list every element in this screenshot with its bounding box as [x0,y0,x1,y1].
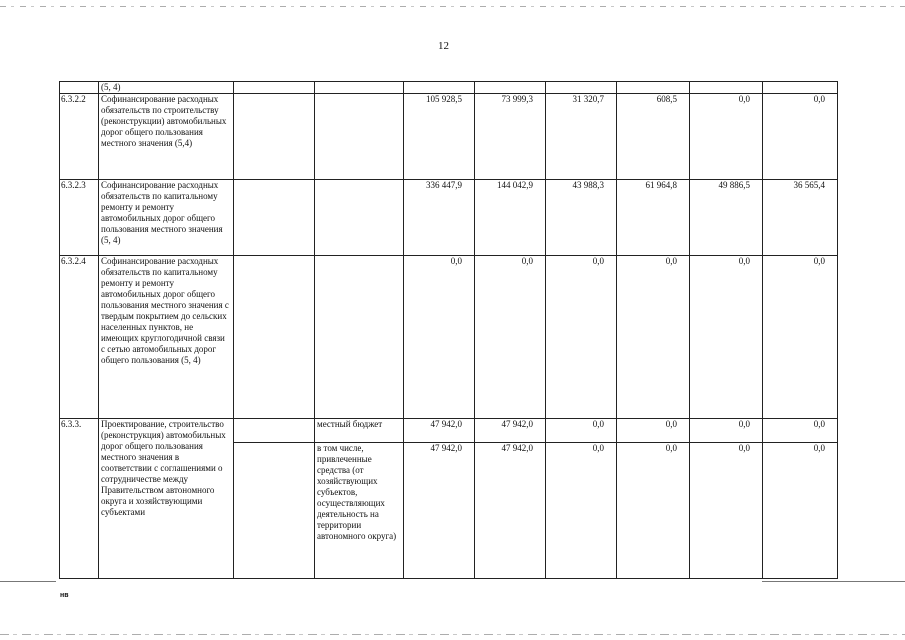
page-number: 12 [438,40,449,52]
scan-edge-top [0,6,905,7]
row-source: в том числе, привлеченные средства (от хозяйствующих субъектов, осуществляющих деятельность на территории автономного округа) [315,443,404,579]
row-name: Проектирование, строительство (реконструкция) автомобильных дорог общего пользования местного значения в соответствии с соглашениями о сотрудничестве между Правительством автономного округа и хозяйствующими субъектами [99,419,234,579]
row-name: Софинансирование расходных обязательств по строительству (реконструкции) автомобильных дорог общего пользования местного значения (5,4) [99,94,234,180]
row-value-5: 0,0 [690,419,763,443]
scan-edge-bottom [0,634,905,635]
row-value-6: 0,0 [763,419,838,443]
row-value-1: 336 447,9 [404,180,475,256]
row-value-4: 608,5 [617,94,690,180]
row-code: 6.3.2.4 [60,256,99,419]
row-source [315,256,404,419]
row-value-2: 144 042,9 [475,180,546,256]
table-row [60,256,838,419]
row-code: 6.3.2.3 [60,180,99,256]
row-source [315,82,404,94]
table-row [60,419,838,443]
row-value-2: 73 999,3 [475,94,546,180]
row-value-1 [404,82,475,94]
table-row [60,180,838,256]
row-value-3: 43 988,3 [546,180,617,256]
scan-dash-left [0,581,56,582]
row-code: 6.3.3. [60,419,99,579]
table-row [60,82,838,94]
row-col3 [234,180,315,256]
row-value-6 [763,82,838,94]
row-value-4 [617,82,690,94]
row-col3 [234,443,315,579]
row-value-4: 61 964,8 [617,180,690,256]
table-row [60,94,838,180]
footer-mark: нв [60,592,69,599]
row-col3 [234,82,315,94]
row-value-6: 36 565,4 [763,180,838,256]
row-col3 [234,256,315,419]
row-value-1: 0,0 [404,256,475,419]
row-value-3 [546,82,617,94]
row-value-5: 0,0 [690,94,763,180]
row-col3 [234,419,315,443]
row-value-6: 0,0 [763,256,838,419]
row-name: Софинансирование расходных обязательств по капитальному ремонту и ремонту автомобильных дорог общего пользования местного значения (5, 4) [99,180,234,256]
row-value-1: 105 928,5 [404,94,475,180]
row-value-3: 0,0 [546,256,617,419]
row-value-5: 0,0 [690,256,763,419]
row-name: (5, 4) [99,82,234,94]
row-value-2: 0,0 [475,256,546,419]
row-value-2: 47 942,0 [475,419,546,443]
row-name: Софинансирование расходных обязательств по капитальному ремонту и ремонту автомобильных дорог общего пользования местного значения с твердым покрытием до сельских населенных пунктов, не имеющих круглогодичной связи с сетью автомобильных дорог общего пользования (5, 4) [99,256,234,419]
row-value-2 [475,82,546,94]
row-value-4: 0,0 [617,443,690,579]
row-value-3: 0,0 [546,443,617,579]
row-col3 [234,94,315,180]
row-value-5: 0,0 [690,443,763,579]
budget-table [59,81,838,579]
row-code [60,82,99,94]
row-value-3: 0,0 [546,419,617,443]
row-source: местный бюджет [315,419,404,443]
row-value-6: 0,0 [763,94,838,180]
row-value-4: 0,0 [617,256,690,419]
row-source [315,180,404,256]
row-value-1: 47 942,0 [404,419,475,443]
row-code: 6.3.2.2 [60,94,99,180]
row-value-1: 47 942,0 [404,443,475,579]
row-value-2: 47 942,0 [475,443,546,579]
row-value-5: 49 886,5 [690,180,763,256]
row-value-6: 0,0 [763,443,838,579]
row-source [315,94,404,180]
row-value-4: 0,0 [617,419,690,443]
row-value-5 [690,82,763,94]
row-value-3: 31 320,7 [546,94,617,180]
scan-dash-right [762,581,905,582]
